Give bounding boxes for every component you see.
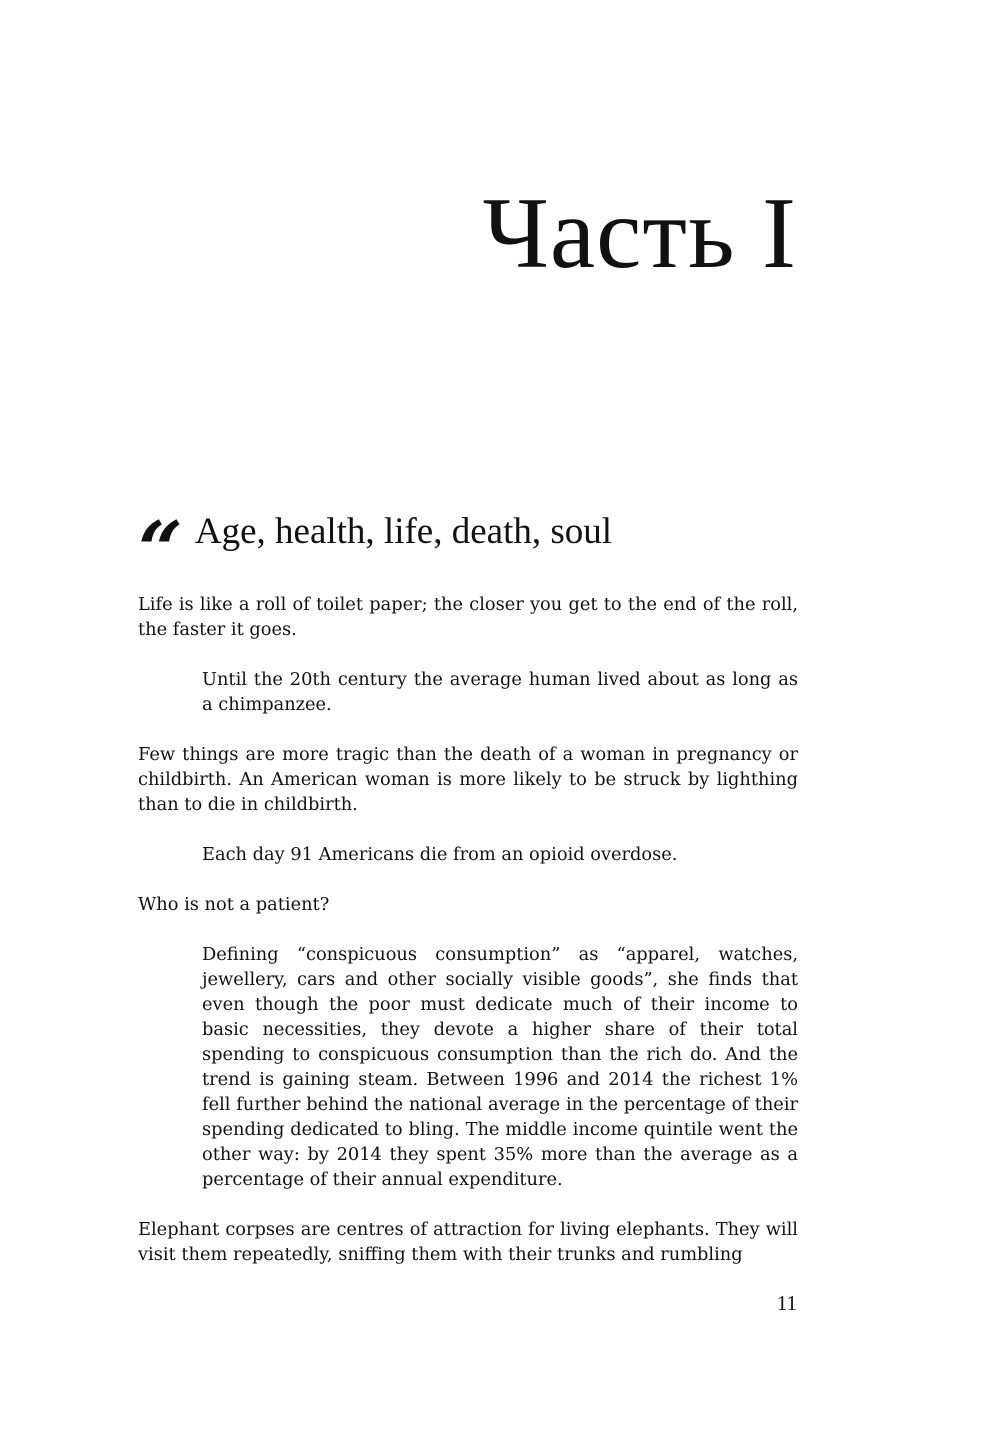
paragraph-opioid: Each day 91 Americans die from an opioid overdose.	[202, 844, 678, 865]
part-title: Часть I	[482, 177, 797, 290]
page-number: 11	[776, 1291, 797, 1315]
paragraph-patient: Who is not a patient?	[138, 894, 330, 915]
paragraph-childbirth: Few things are more tragic than the death of a woman in pregnancy or childbirth. An American woman is more likely to be struck by lighthing than to die in childbirth.	[138, 744, 798, 815]
paragraph-toilet-paper: Life is like a roll of toilet paper; the closer you get to the end of the roll, the faster it goes.	[138, 594, 798, 640]
section-title: Age, health, life, death, soul	[194, 511, 613, 552]
body-text	[138, 592, 798, 1267]
paragraph-chimpanzee: Until the 20th century the average human lived about as long as a chimpanzee.	[202, 669, 798, 715]
section-heading	[138, 478, 613, 596]
paragraph-conspicuous-consumption: Defining “conspicuous consumption” as “apparel, watches, jewellery, cars and other socially visible goods”, she finds that even though the poor must dedicate much of their income to basic necessities, they devote a higher share of their total spending to conspicuous consumption than the rich do. And the trend is gaining steam. Between 1996 and 2014 the richest 1% fell further behind the national average in the percentage of their spending dedicated to bling. The middle income quintile went the other way: by 2014 they spent 35% more than the average as a percentage of their annual expenditure.	[202, 944, 798, 1190]
opening-quote-icon: “	[138, 505, 177, 596]
paragraph-elephants: Elephant corpses are centres of attraction for living elephants. They will visit them repeatedly, sniffing them with their trunks and rumbling	[138, 1219, 798, 1265]
